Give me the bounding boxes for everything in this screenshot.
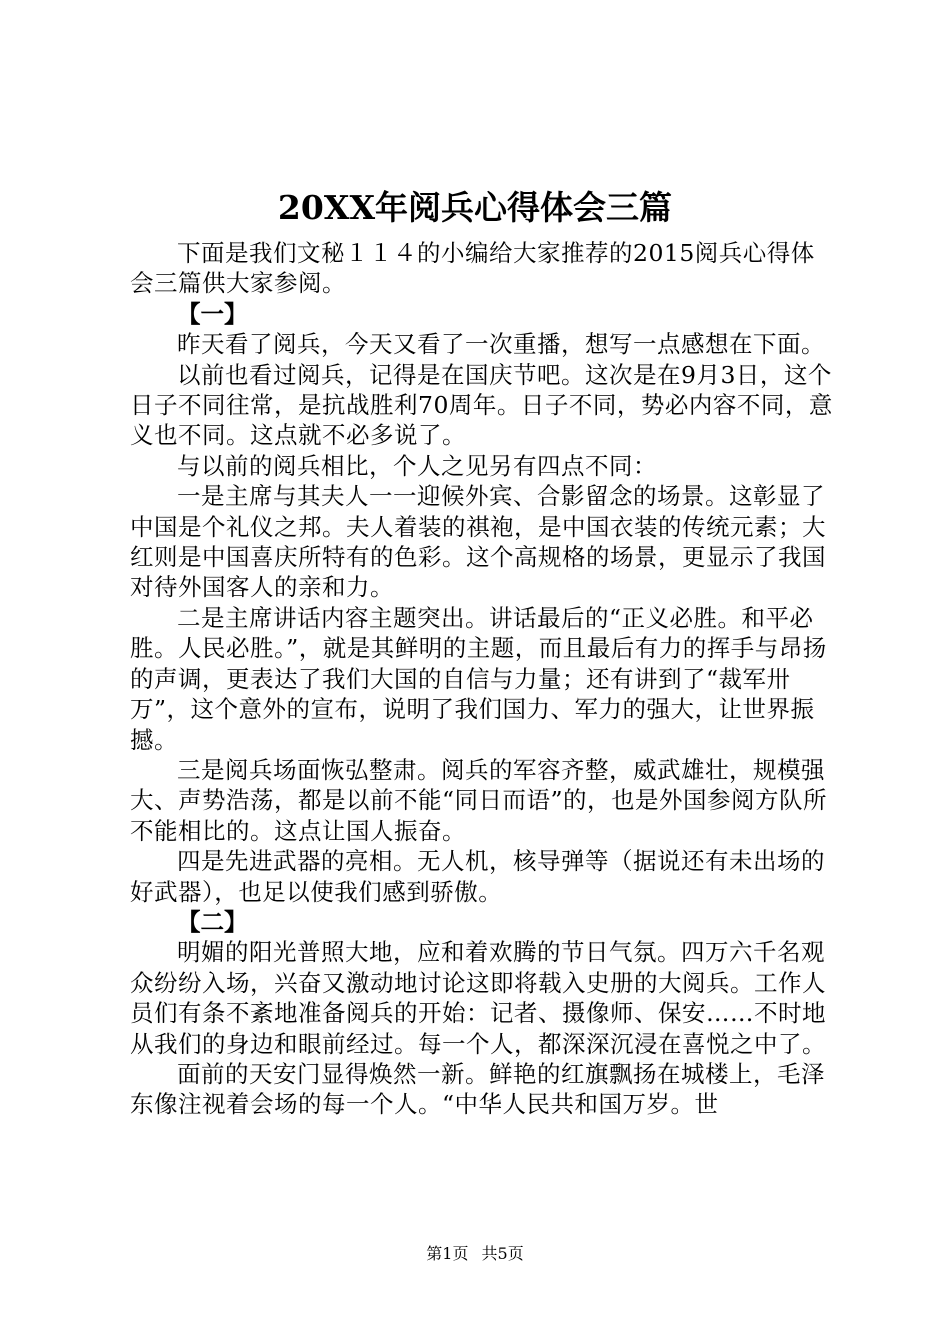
section-heading: 【二】: [177, 907, 248, 936]
paragraph: 二是主席讲话内容主题突出。讲话最后的“正义必胜。和平必胜。人民必胜。”，就是其鲜明的主题，而且最后有力的挥手与昂扬的声调，更表达了我们大国的自信与力量；还有讲到了“裁军卅万”，这个意外的宣布，说明了我们国力、军力的强大，让世界振撼。: [130, 603, 827, 754]
page-number: 第1页: [426, 1244, 469, 1263]
paragraph: 昨天看了阅兵，今天又看了一次重播，想写一点感想在下面。: [177, 330, 825, 359]
paragraph: 明媚的阳光普照大地，应和着欢腾的节日气氛。四万六千名观众纷纷入场，兴奋又激动地讨论这即将载入史册的大阅兵。工作人员们有条不紊地准备阅兵的开始：记者、摄像师、保安……不时地从我们的身边和眼前经过。每一个人，都深深沉浸在喜悦之中了。: [130, 938, 826, 1058]
paragraph: 四是先进武器的亮相。无人机，核导弹等（据说还有未出场的好武器），也足以使我们感到骄傲。: [130, 847, 825, 906]
paragraph: 以前也看过阅兵，记得是在国庆节吧。这次是在9月3日，这个日子不同往常，是抗战胜利70周年。日子不同，势必内容不同，意义也不同。这点就不必多说了。: [130, 360, 833, 450]
paragraph: 面前的天安门显得焕然一新。鲜艳的红旗飘扬在城楼上，毛泽东像注视着会场的每一个人。“中华人民共和国万岁。世: [130, 1059, 825, 1119]
paragraph: 一是主席与其夫人一一迎候外宾、合影留念的场景。这彰显了中国是个礼仪之邦。夫人着装的祺袍，是中国衣装的传统元素；大红则是中国喜庆所特有的色彩。这个高规格的场景，更显示了我国对待外国客人的亲和力。: [130, 482, 826, 602]
page-title: 20XX年阅兵心得体会三篇: [277, 188, 673, 227]
paragraph: 下面是我们文秘１１４的小编给大家推荐的2015阅兵心得体会三篇供大家参阅。: [130, 239, 815, 298]
paragraph: 与以前的阅兵相比，个人之见另有四点不同：: [177, 451, 657, 480]
section-heading: 【一】: [177, 299, 248, 328]
page-footer: [0, 1243, 950, 1265]
page-total: 共5页: [481, 1244, 524, 1263]
document-body: [130, 238, 836, 1120]
paragraph: 三是阅兵场面恢弘整肃。阅兵的军容齐整，威武雄壮，规模强大、声势浩荡，都是以前不能“同日而语”的，也是外国参阅方队所不能相比的。这点让国人振奋。: [130, 755, 828, 845]
